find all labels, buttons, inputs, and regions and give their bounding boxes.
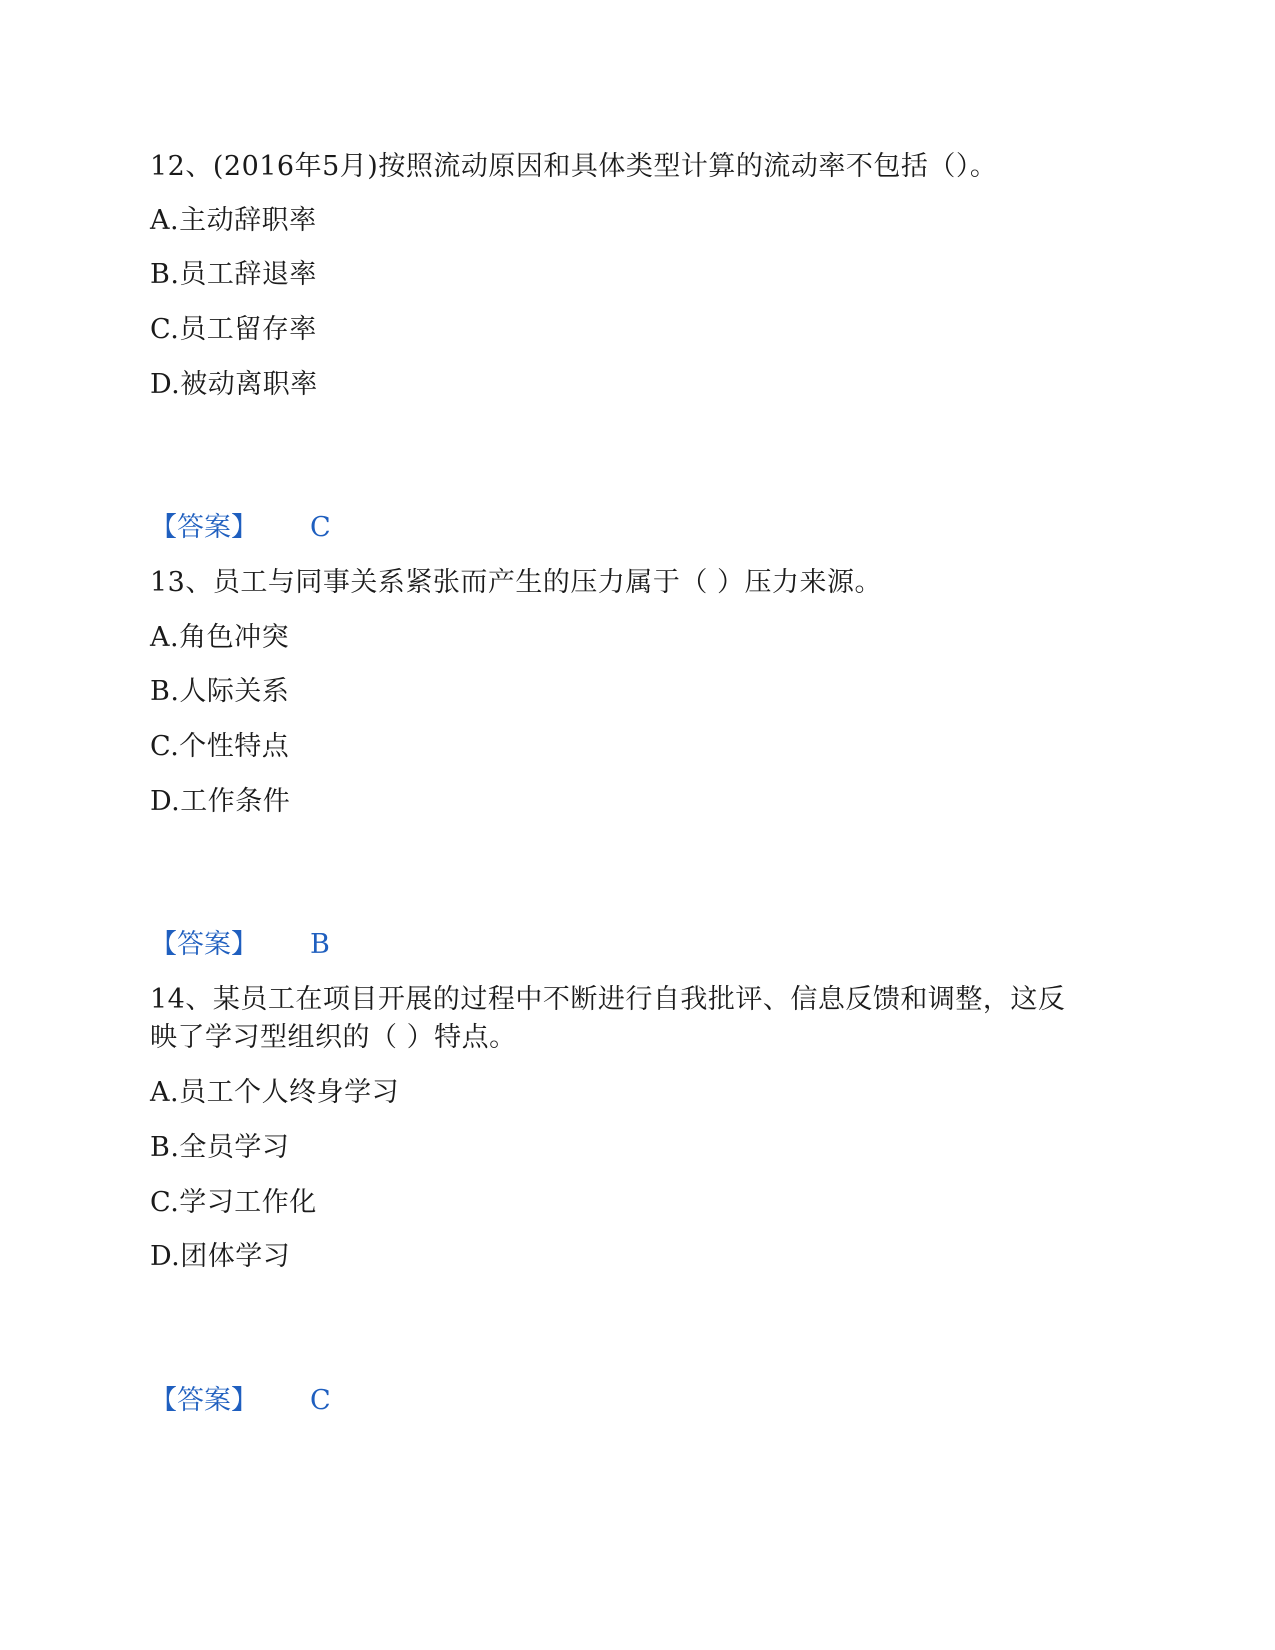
answer-label: 【答案】 [150,1385,258,1416]
question-14-answer [150,1384,331,1418]
answer-value: B [310,929,330,960]
question-13-option-c: C.个性特点 [150,731,290,762]
answer-value: C [310,512,331,543]
question-14-option-b: B.全员学习 [150,1132,290,1163]
question-12-option-b: B.员工辞退率 [150,259,317,290]
question-13-stem: 13、员工与同事关系紧张而产生的压力属于（ ）压力来源。 [150,567,882,598]
answer-label: 【答案】 [150,929,258,960]
question-12-option-c: C.员工留存率 [150,314,317,345]
question-14-option-d: D.团体学习 [150,1241,291,1272]
question-13-option-a: A.角色冲突 [150,622,290,653]
question-12-option-d: D.被动离职率 [150,369,318,400]
question-14-stem-line-1: 14、某员工在项目开展的过程中不断进行自我批评、信息反馈和调整，这反 [150,984,1066,1015]
question-13-answer [150,928,330,962]
question-12-option-a: A.主动辞职率 [150,205,317,236]
question-14-option-a: A.员工个人终身学习 [150,1077,400,1108]
answer-label: 【答案】 [150,512,258,543]
question-12-stem: 12、(2016年5月)按照流动原因和具体类型计算的流动率不包括（）。 [150,151,998,182]
question-14-option-c: C.学习工作化 [150,1187,317,1218]
question-13-option-d: D.工作条件 [150,786,291,817]
answer-value: C [310,1385,331,1416]
question-12-answer [150,511,331,545]
question-13-option-b: B.人际关系 [150,676,290,707]
question-14-stem-line-2: 映了学习型组织的（ ）特点。 [150,1022,517,1053]
